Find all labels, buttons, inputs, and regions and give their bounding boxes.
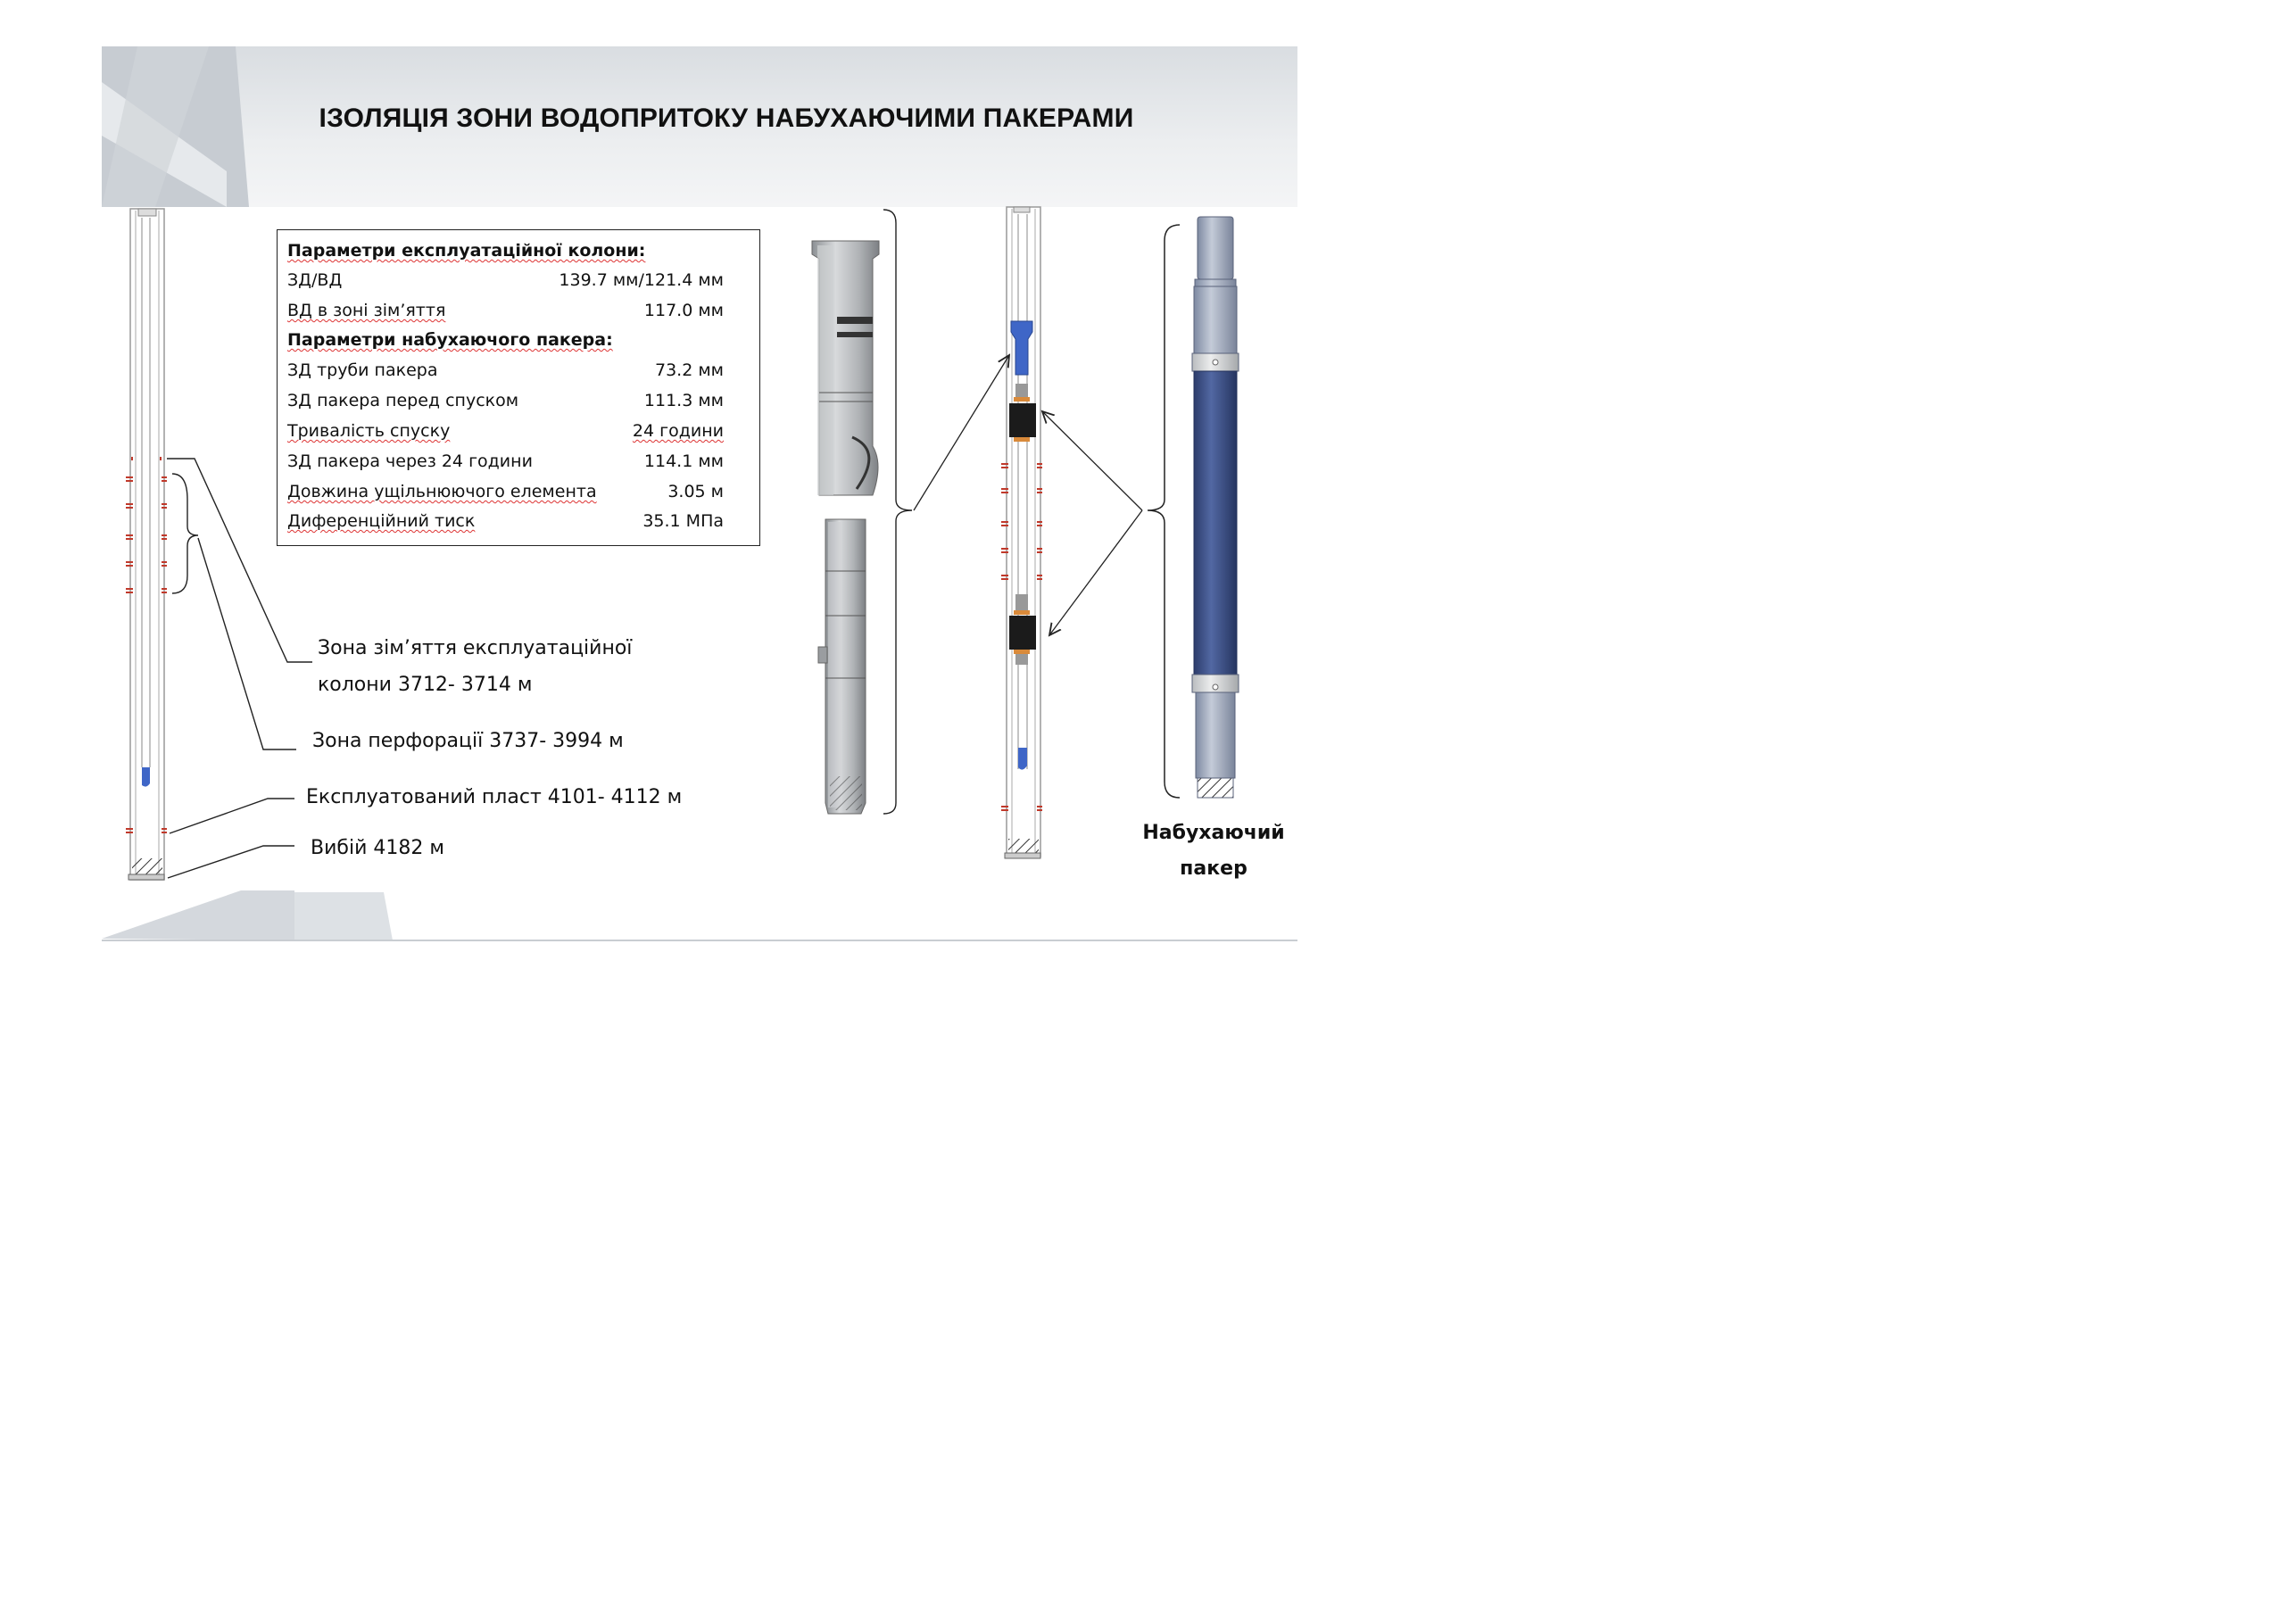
table-row <box>287 451 724 478</box>
producing-formation-label: Експлуатований пласт 4101- 4112 м <box>306 786 683 808</box>
well-schematic-right <box>914 207 1180 858</box>
table-row <box>287 482 724 509</box>
packer-params-header: Параметри набухаючого пакера: <box>287 330 613 350</box>
param-value: 73.2 мм <box>654 360 724 380</box>
slide <box>0 0 1391 983</box>
casing-params-header: Параметри експлуатаційної колони: <box>287 241 646 261</box>
swellable-packer-illustration <box>1192 217 1239 798</box>
param-label: ЗД труби пакера <box>287 360 438 380</box>
collapse-zone-label-line2: колони 3712- 3714 м <box>318 674 533 696</box>
perforation-zone-label: Зона перфорації 3737- 3994 м <box>312 730 624 752</box>
bottomhole-label: Вибій 4182 м <box>311 837 444 859</box>
param-label: ЗД/ВД <box>287 270 343 290</box>
param-value: 117.0 мм <box>643 301 724 320</box>
param-label: Довжина ущільнюючого елемента <box>287 482 597 501</box>
param-label: Тривалість спуску <box>287 421 451 441</box>
packer-tool-detail <box>812 210 912 814</box>
table-row <box>287 391 724 418</box>
page-title: ІЗОЛЯЦІЯ ЗОНИ ВОДОПРИТОКУ НАБУХАЮЧИМИ ПАКЕРАМИ <box>319 104 1134 133</box>
param-label: ЗД пакера перед спуском <box>287 391 519 410</box>
table-row <box>287 511 724 538</box>
param-label: Диференційний тиск <box>287 511 476 531</box>
table-row <box>287 360 724 387</box>
param-value: 139.7 мм/121.4 мм <box>559 270 724 290</box>
param-value: 3.05 м <box>667 482 724 501</box>
param-value: 35.1 МПа <box>642 511 724 531</box>
param-value: 114.1 мм <box>643 451 724 471</box>
param-value: 24 години <box>632 421 724 441</box>
packer-caption-line1: Набухаючий <box>1142 822 1285 844</box>
table-row <box>287 301 724 327</box>
table-row <box>287 421 724 448</box>
parameters-table <box>277 229 760 546</box>
param-value: 111.3 мм <box>643 391 724 410</box>
packer-caption-line2: пакер <box>1180 857 1247 880</box>
param-label: ЗД пакера через 24 години <box>287 451 533 471</box>
collapse-zone-label-line1: Зона зім’яття експлуатаційної <box>318 637 633 659</box>
table-row <box>287 270 724 297</box>
param-label: ВД в зоні зім’яття <box>287 301 446 320</box>
